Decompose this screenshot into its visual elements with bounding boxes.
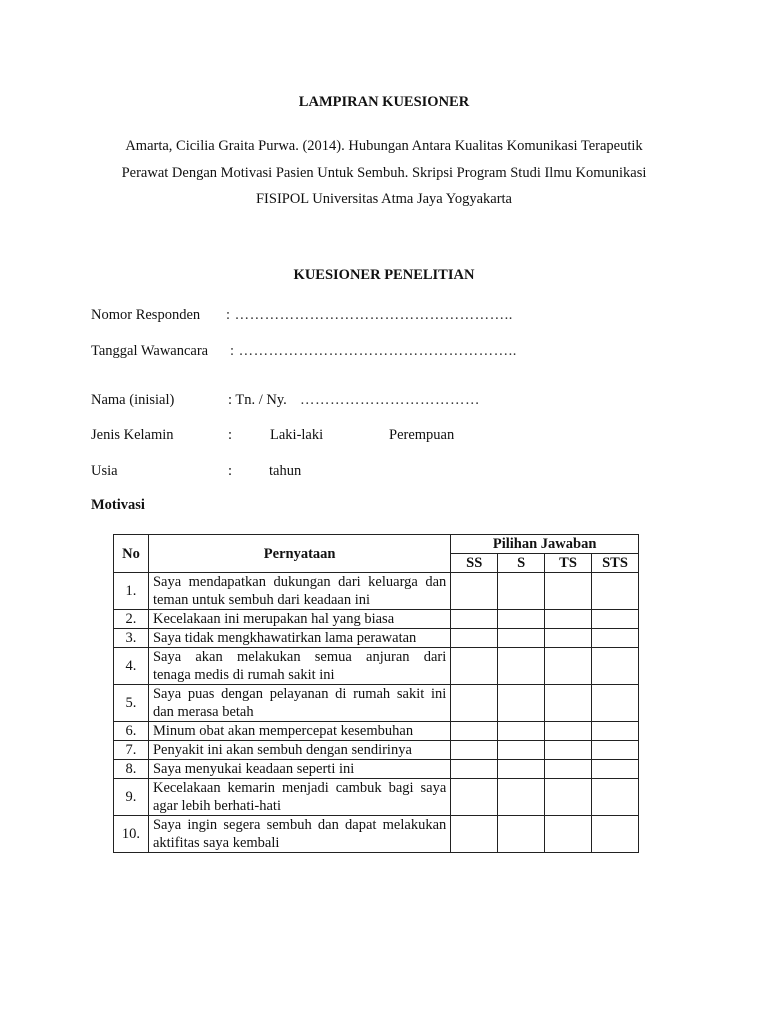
statement-line: Minum obat akan mempercepat kesembuhan bbox=[152, 723, 414, 739]
answer-cell-s[interactable] bbox=[498, 760, 545, 779]
table-row bbox=[114, 685, 639, 722]
answer-cell-ss[interactable] bbox=[451, 573, 498, 610]
answer-cell-ts[interactable] bbox=[545, 779, 592, 816]
field-value-nama[interactable]: ……………………………… bbox=[300, 392, 480, 408]
answer-cell-sts[interactable] bbox=[592, 648, 639, 685]
answer-cell-s[interactable] bbox=[498, 741, 545, 760]
row-number: 8. bbox=[114, 760, 149, 779]
row-number: 2. bbox=[114, 610, 149, 629]
statement-line: dan merasa betah bbox=[152, 704, 254, 720]
table-row bbox=[114, 760, 639, 779]
header-ts: TS bbox=[545, 554, 592, 573]
answer-cell-sts[interactable] bbox=[592, 741, 639, 760]
answer-cell-ts[interactable] bbox=[545, 573, 592, 610]
statement-cell bbox=[148, 779, 450, 816]
statement-cell bbox=[148, 648, 450, 685]
answer-cell-sts[interactable] bbox=[592, 629, 639, 648]
answer-cell-s[interactable] bbox=[498, 722, 545, 741]
field-colon: : bbox=[228, 463, 233, 479]
answer-cell-sts[interactable] bbox=[592, 760, 639, 779]
option-laki-laki[interactable]: Laki-laki bbox=[270, 427, 324, 443]
answer-cell-s[interactable] bbox=[498, 610, 545, 629]
statement-cell bbox=[148, 685, 450, 722]
statement-line: Saya tidak mengkhawatirkan lama perawatan bbox=[152, 630, 417, 646]
citation-line: Amarta, Cicilia Graita Purwa. (2014). Hubungan Antara Kualitas Komunikasi Terapeutik bbox=[125, 138, 643, 154]
answer-cell-ts[interactable] bbox=[545, 722, 592, 741]
table-row bbox=[114, 741, 639, 760]
row-number: 1. bbox=[114, 573, 149, 610]
row-number: 4. bbox=[114, 648, 149, 685]
statement-line: aktifitas saya kembali bbox=[152, 835, 280, 851]
answer-cell-ts[interactable] bbox=[545, 629, 592, 648]
option-perempuan[interactable]: Perempuan bbox=[389, 427, 455, 443]
header-s: S bbox=[498, 554, 545, 573]
table-row bbox=[114, 816, 639, 853]
statement-line: Saya mendapatkan dukungan dari keluarga dan bbox=[152, 574, 447, 590]
answer-cell-sts[interactable] bbox=[592, 610, 639, 629]
table-row bbox=[114, 722, 639, 741]
answer-cell-ts[interactable] bbox=[545, 610, 592, 629]
questionnaire-title: KUESIONER PENELITIAN bbox=[293, 267, 475, 283]
statement-line: Kecelakaan kemarin menjadi cambuk bagi saya bbox=[152, 780, 447, 796]
statement-line: Kecelakaan ini merupakan hal yang biasa bbox=[152, 611, 395, 627]
answer-cell-sts[interactable] bbox=[592, 685, 639, 722]
header-ss: SS bbox=[451, 554, 498, 573]
section-title: Motivasi bbox=[91, 497, 145, 513]
answer-cell-ts[interactable] bbox=[545, 648, 592, 685]
answer-cell-s[interactable] bbox=[498, 648, 545, 685]
answer-cell-s[interactable] bbox=[498, 629, 545, 648]
statement-line: teman untuk sembuh dari keadaan ini bbox=[152, 592, 371, 608]
statement-cell bbox=[148, 573, 450, 610]
answer-cell-ts[interactable] bbox=[545, 741, 592, 760]
answer-cell-ts[interactable] bbox=[545, 760, 592, 779]
table-row bbox=[114, 573, 639, 610]
answer-cell-ts[interactable] bbox=[545, 816, 592, 853]
field-label-nomor-responden: Nomor Responden bbox=[91, 307, 201, 323]
statement-line: Saya puas dengan pelayanan di rumah sakit ini bbox=[152, 686, 447, 702]
questionnaire-table bbox=[113, 534, 639, 853]
statement-cell bbox=[148, 741, 450, 760]
header-answer-group: Pilihan Jawaban bbox=[451, 535, 639, 554]
field-label-nama: Nama (inisial) bbox=[91, 392, 175, 408]
answer-cell-ss[interactable] bbox=[451, 629, 498, 648]
statement-cell bbox=[148, 610, 450, 629]
answer-cell-ss[interactable] bbox=[451, 760, 498, 779]
statement-line: Penyakit ini akan sembuh dengan sendirinya bbox=[152, 742, 412, 758]
table-row bbox=[114, 648, 639, 685]
field-label-usia: Usia bbox=[91, 463, 118, 479]
field-unit-tahun: tahun bbox=[269, 463, 302, 479]
answer-cell-s[interactable] bbox=[498, 779, 545, 816]
statement-cell bbox=[148, 629, 450, 648]
answer-cell-ss[interactable] bbox=[451, 648, 498, 685]
header-no: No bbox=[114, 535, 149, 573]
answer-cell-ss[interactable] bbox=[451, 741, 498, 760]
header-sts: STS bbox=[592, 554, 639, 573]
field-value-nomor-responden[interactable]: : ……………………………………………….. bbox=[226, 307, 513, 323]
answer-cell-ss[interactable] bbox=[451, 722, 498, 741]
table-row bbox=[114, 610, 639, 629]
statement-cell bbox=[148, 816, 450, 853]
citation bbox=[0, 133, 768, 213]
row-number: 3. bbox=[114, 629, 149, 648]
row-number: 7. bbox=[114, 741, 149, 760]
field-label-jenis-kelamin: Jenis Kelamin bbox=[91, 427, 174, 443]
statement-cell bbox=[148, 760, 450, 779]
row-number: 5. bbox=[114, 685, 149, 722]
answer-cell-sts[interactable] bbox=[592, 722, 639, 741]
row-number: 9. bbox=[114, 779, 149, 816]
answer-cell-ss[interactable] bbox=[451, 610, 498, 629]
table-row bbox=[114, 779, 639, 816]
statement-line: Saya akan melakukan semua anjuran dari bbox=[152, 649, 447, 665]
row-number: 6. bbox=[114, 722, 149, 741]
statement-line: agar lebih berhati-hati bbox=[152, 798, 281, 814]
answer-cell-ts[interactable] bbox=[545, 685, 592, 722]
citation-line: FISIPOL Universitas Atma Jaya Yogyakarta bbox=[255, 191, 512, 207]
row-number: 10. bbox=[114, 816, 149, 853]
answer-cell-ss[interactable] bbox=[451, 779, 498, 816]
answer-cell-sts[interactable] bbox=[592, 816, 639, 853]
statement-line: Saya menyukai keadaan seperti ini bbox=[152, 761, 355, 777]
answer-cell-ss[interactable] bbox=[451, 816, 498, 853]
field-label-tanggal-wawancara: Tanggal Wawancara bbox=[91, 343, 209, 359]
document-title: LAMPIRAN KUESIONER bbox=[298, 94, 470, 110]
answer-cell-ss[interactable] bbox=[451, 685, 498, 722]
statement-line: Saya ingin segera sembuh dan dapat melakukan bbox=[152, 817, 447, 833]
statement-line: tenaga medis di rumah sakit ini bbox=[152, 667, 335, 683]
citation-line: Perawat Dengan Motivasi Pasien Untuk Sembuh. Skripsi Program Studi Ilmu Komunikasi bbox=[121, 164, 647, 181]
field-colon: : bbox=[228, 427, 233, 443]
answer-cell-sts[interactable] bbox=[592, 573, 639, 610]
field-value-tanggal-wawancara[interactable]: : ……………………………………………….. bbox=[230, 343, 517, 359]
header-statement: Pernyataan bbox=[148, 535, 450, 573]
answer-cell-s[interactable] bbox=[498, 685, 545, 722]
answer-cell-s[interactable] bbox=[498, 573, 545, 610]
answer-cell-sts[interactable] bbox=[592, 779, 639, 816]
answer-cell-s[interactable] bbox=[498, 816, 545, 853]
field-prefix-nama: : Tn. / Ny. bbox=[228, 392, 287, 408]
table-row bbox=[114, 629, 639, 648]
statement-cell bbox=[148, 722, 450, 741]
table-body bbox=[114, 573, 639, 853]
